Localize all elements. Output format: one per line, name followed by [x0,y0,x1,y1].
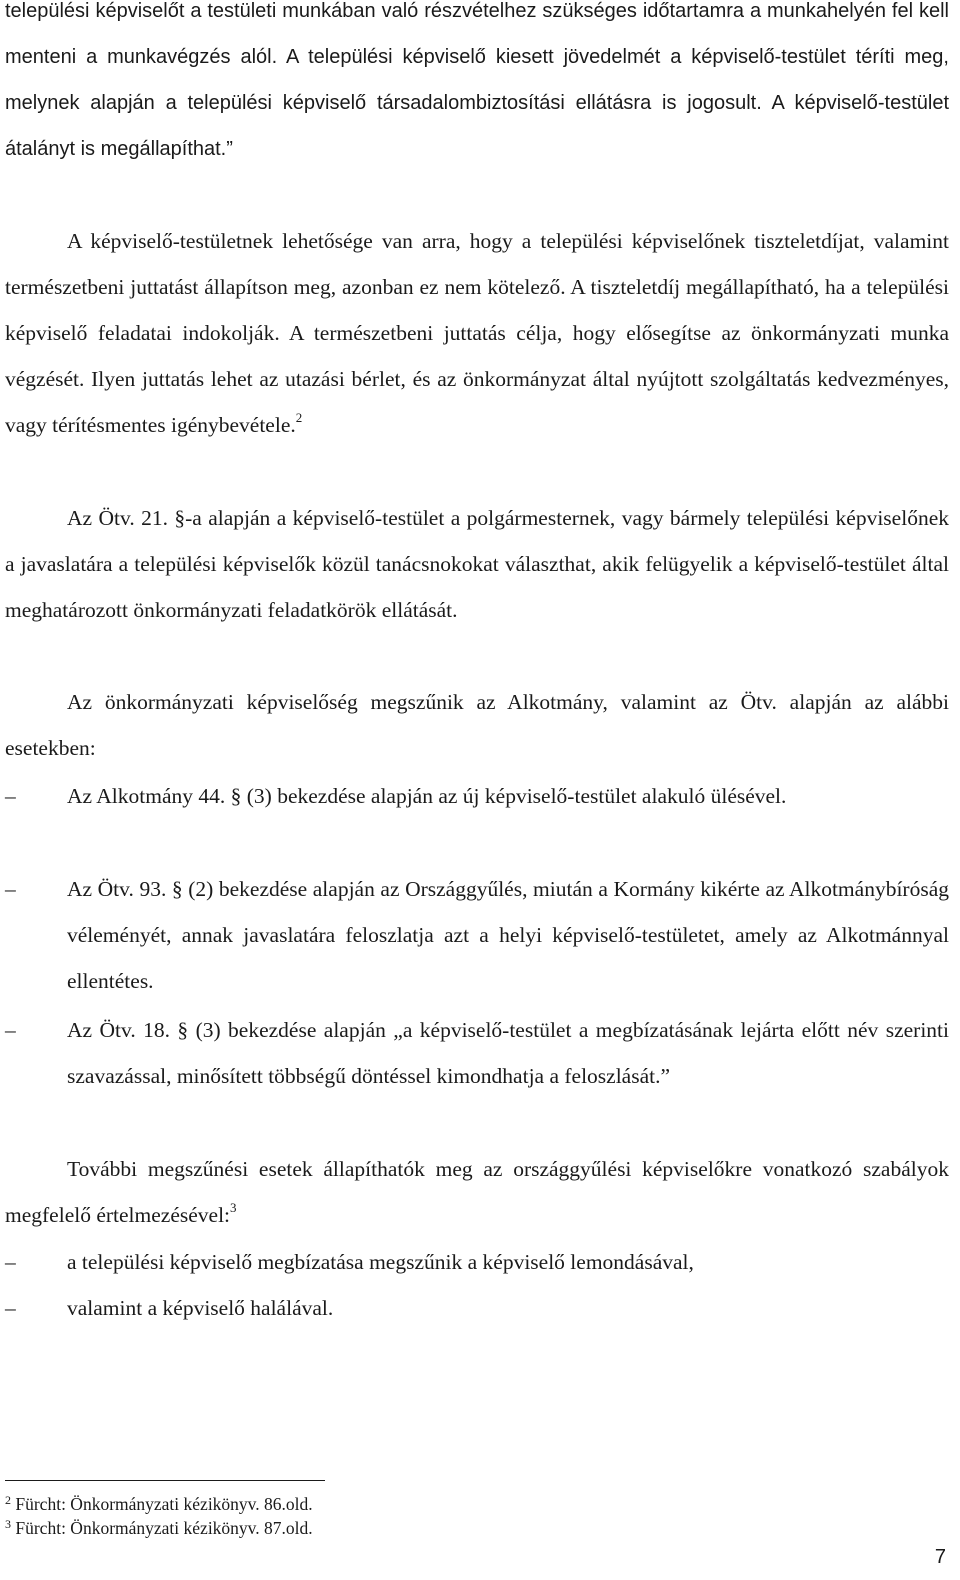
paragraph-1-text: települési képviselőt a testületi munkában való részvételhez szükséges időtartamra a munkahelyén fel kell menteni a munkavégzés alól. A települési képviselő kiesett jövedelmét a képviselő-testület téríti meg, melynek alapján a települési képviselő társadalombiztosítási ellátásra is jogosult. A képviselő-testület átalányt is megállapíthat.” [5,0,949,160]
list-item [5,1285,949,1331]
paragraph-1 [5,0,949,172]
footnote-ref-3: 3 [230,1200,237,1215]
dash-bullet-icon: – [5,1250,16,1274]
footnote-divider [5,1480,325,1481]
paragraph-3 [5,495,949,633]
footnote-text: Fürcht: Önkormányzati kézikönyv. 87.old. [15,1518,313,1538]
footnote-text: Fürcht: Önkormányzati kézikönyv. 86.old. [15,1494,313,1514]
footnote-ref-2: 2 [295,410,303,425]
list-item [5,773,949,819]
paragraph-4-text: Az önkormányzati képviselőség megszűnik az Alkotmány, valamint az Ötv. alapján az alábbi esetekben: [5,690,949,760]
dash-bullet-icon: – [5,1296,16,1320]
dash-bullet-icon: – [5,784,16,808]
paragraph-3-text: Az Ötv. 21. §-a alapján a képviselő-testület a polgármesternek, vagy bármely települési képviselőnek a javaslatára a települési képviselők közül tanácsnokokat választhat, akik felügyelik a képviselő-testület által meghatározott önkormányzati feladatkörök ellátását. [5,506,949,622]
list-item-text: Az Ötv. 93. § (2) bekezdése alapján az Országgyűlés, miután a Kormány kikérte az Alkotmánybíróság véleményét, annak javaslatára feloszlatja azt a helyi képviselő-testületet, amely az Alkotmánnyal ellentétes. [67,877,949,993]
dash-bullet-icon: – [5,877,16,901]
list-item [5,1007,949,1099]
list-item [5,866,949,1004]
footnote-2 [5,1493,313,1515]
paragraph-2-text: A képviselő-testületnek lehetősége van arra, hogy a települési képviselőnek tiszteletdíjat, valamint természetbeni juttatást állapítson meg, azonban ez nem kötelező. A tiszteletdíj megállapítható, ha a települési képviselő feladatai indokolják. A természetbeni juttatás célja, hogy elősegítse az önkormányzati munka végzését. Ilyen juttatás lehet az utazási bérlet, és az önkormányzat által nyújtott szolgáltatás kedvezményes, vagy térítésmentes igénybevétele. [5,229,949,437]
list-item [5,1239,949,1285]
footnote-number: 3 [5,1517,11,1531]
list-item-text: a települési képviselő megbízatása megszűnik a képviselő lemondásával, [67,1250,694,1274]
paragraph-5-text: További megszűnési esetek állapíthatók meg az országgyűlési képviselőkre vonatkozó szabályok megfelelő értelmezésével: [5,1157,949,1227]
paragraph-5 [5,1146,949,1238]
paragraph-4 [5,679,949,771]
page-number: 7 [934,1546,946,1568]
list-item-text: Az Ötv. 18. § (3) bekezdése alapján „a képviselő-testület a megbízatásának lejárta előtt név szerinti szavazással, minősített többségű döntéssel kimondhatja a feloszlását.” [67,1018,949,1088]
list-item-text: Az Alkotmány 44. § (3) bekezdése alapján az új képviselő-testület alakuló ülésével. [67,784,787,808]
paragraph-2 [5,218,949,448]
footnote-3 [5,1517,313,1539]
dash-bullet-icon: – [5,1018,16,1042]
footnote-number: 2 [5,1493,11,1507]
list-item-text: valamint a képviselő halálával. [67,1296,334,1320]
